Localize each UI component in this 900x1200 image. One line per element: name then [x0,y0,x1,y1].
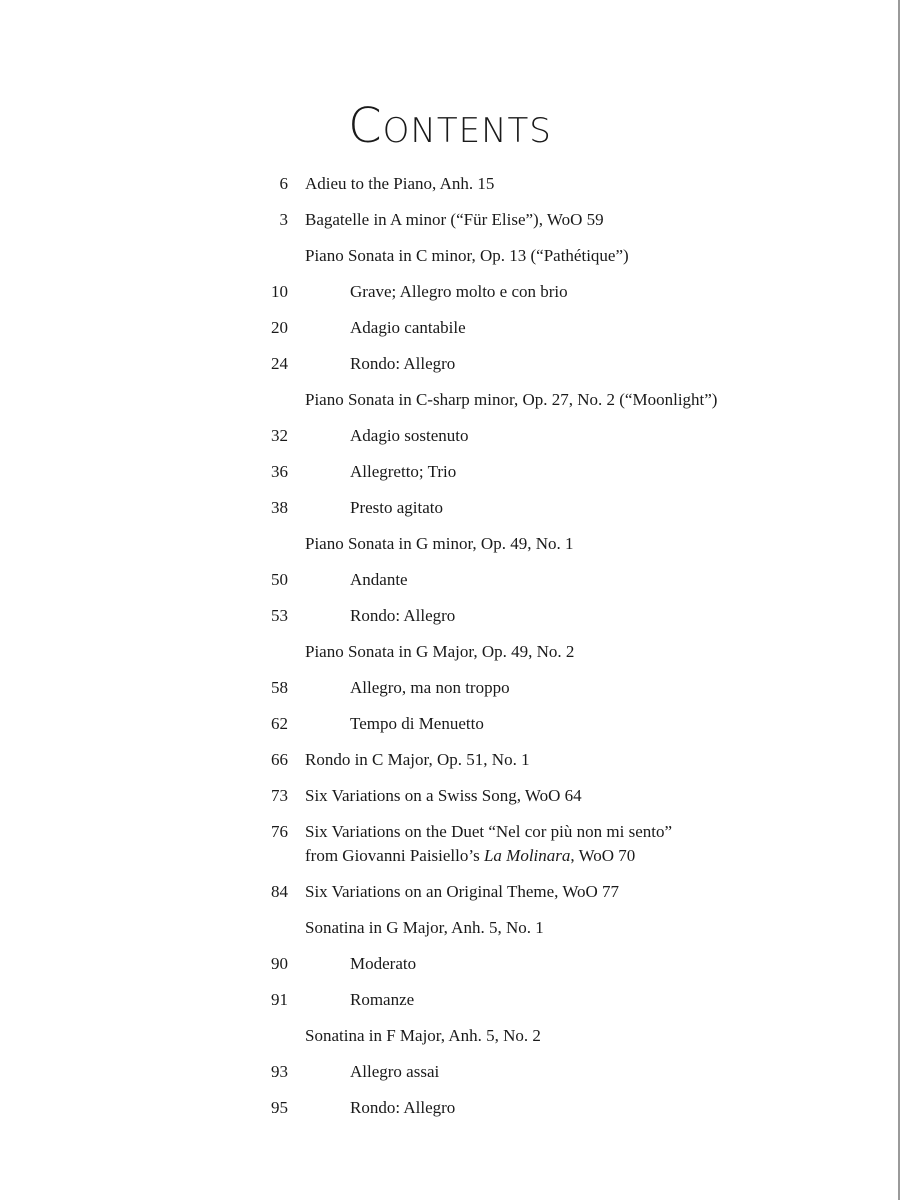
toc-entry-title: Rondo: Allegro [350,354,456,373]
toc-page-number: 93 [271,1062,288,1081]
toc-entry-title: Allegretto; Trio [350,462,457,481]
toc-page-number: 50 [271,570,288,589]
toc-page-number: 84 [271,882,288,901]
toc-entry-title: Piano Sonata in G minor, Op. 49, No. 1 [305,534,574,553]
toc-entry-title: Six Variations on a Swiss Song, WoO 64 [305,786,582,805]
toc-page-number: 3 [279,210,288,229]
toc-entry-title: Sonatina in G Major, Anh. 5, No. 1 [305,918,544,937]
toc-entry-title: Tempo di Menuetto [350,714,484,733]
toc-page-number: 58 [271,678,288,697]
toc-entry-title: Moderato [350,954,417,973]
toc-page-number: 53 [271,606,288,625]
toc-page-number: 32 [271,426,288,445]
toc-entry-title: Six Variations on an Original Theme, WoO 77 [305,882,620,901]
toc-entry-title-continuation [305,844,635,868]
toc-entry-title: Andante [350,570,408,589]
toc-page-number: 24 [271,354,288,373]
toc-page-number: 10 [271,282,288,301]
toc-entry-title: Piano Sonata in C-sharp minor, Op. 27, No. 2 (“Moonlight”) [305,390,718,409]
toc-entry-title: Piano Sonata in G Major, Op. 49, No. 2 [305,642,575,661]
page-title: Contents [348,98,552,154]
toc-page-number: 36 [271,462,288,481]
toc-entry-title: Adieu to the Piano, Anh. 15 [305,174,495,193]
toc-page-number: 38 [271,498,288,517]
toc-page-number: 6 [279,174,288,193]
opera-title: La Molinara [483,846,571,865]
toc-page-number: 73 [271,786,288,805]
toc-entry-title: Piano Sonata in C minor, Op. 13 (“Pathétique”) [305,246,629,265]
toc-page-number: 62 [271,714,288,733]
continuation-suffix: , WoO 70 [570,846,636,865]
toc-entry-title: Grave; Allegro molto e con brio [350,282,568,301]
toc-entry-title: Presto agitato [350,498,444,517]
toc-entry-title: Allegro, ma non troppo [350,678,510,697]
toc-page-number: 66 [271,750,288,769]
toc-entry-title: Rondo: Allegro [350,1098,456,1117]
toc-entry-title: Sonatina in F Major, Anh. 5, No. 2 [305,1026,541,1045]
toc-page-number: 76 [271,822,288,841]
toc-entry-title: Bagatelle in A minor (“Für Elise”), WoO 59 [305,210,604,229]
toc-page-number: 91 [271,990,288,1009]
toc-entry-title: Romanze [350,990,415,1009]
toc-entry-title: Rondo: Allegro [350,606,456,625]
toc-entry-title: Six Variations on the Duet “Nel cor più non mi sento” [305,822,673,841]
toc-entry-title: Allegro assai [350,1062,440,1081]
toc-page-number: 95 [271,1098,288,1117]
toc-page-number: 20 [271,318,288,337]
toc-page-number: 90 [271,954,288,973]
continuation-prefix: from Giovanni Paisiello’s [305,846,484,865]
toc-entry-title: Adagio sostenuto [350,426,469,445]
toc-entry-title: Rondo in C Major, Op. 51, No. 1 [305,750,530,769]
toc-entry-title: Adagio cantabile [350,318,466,337]
